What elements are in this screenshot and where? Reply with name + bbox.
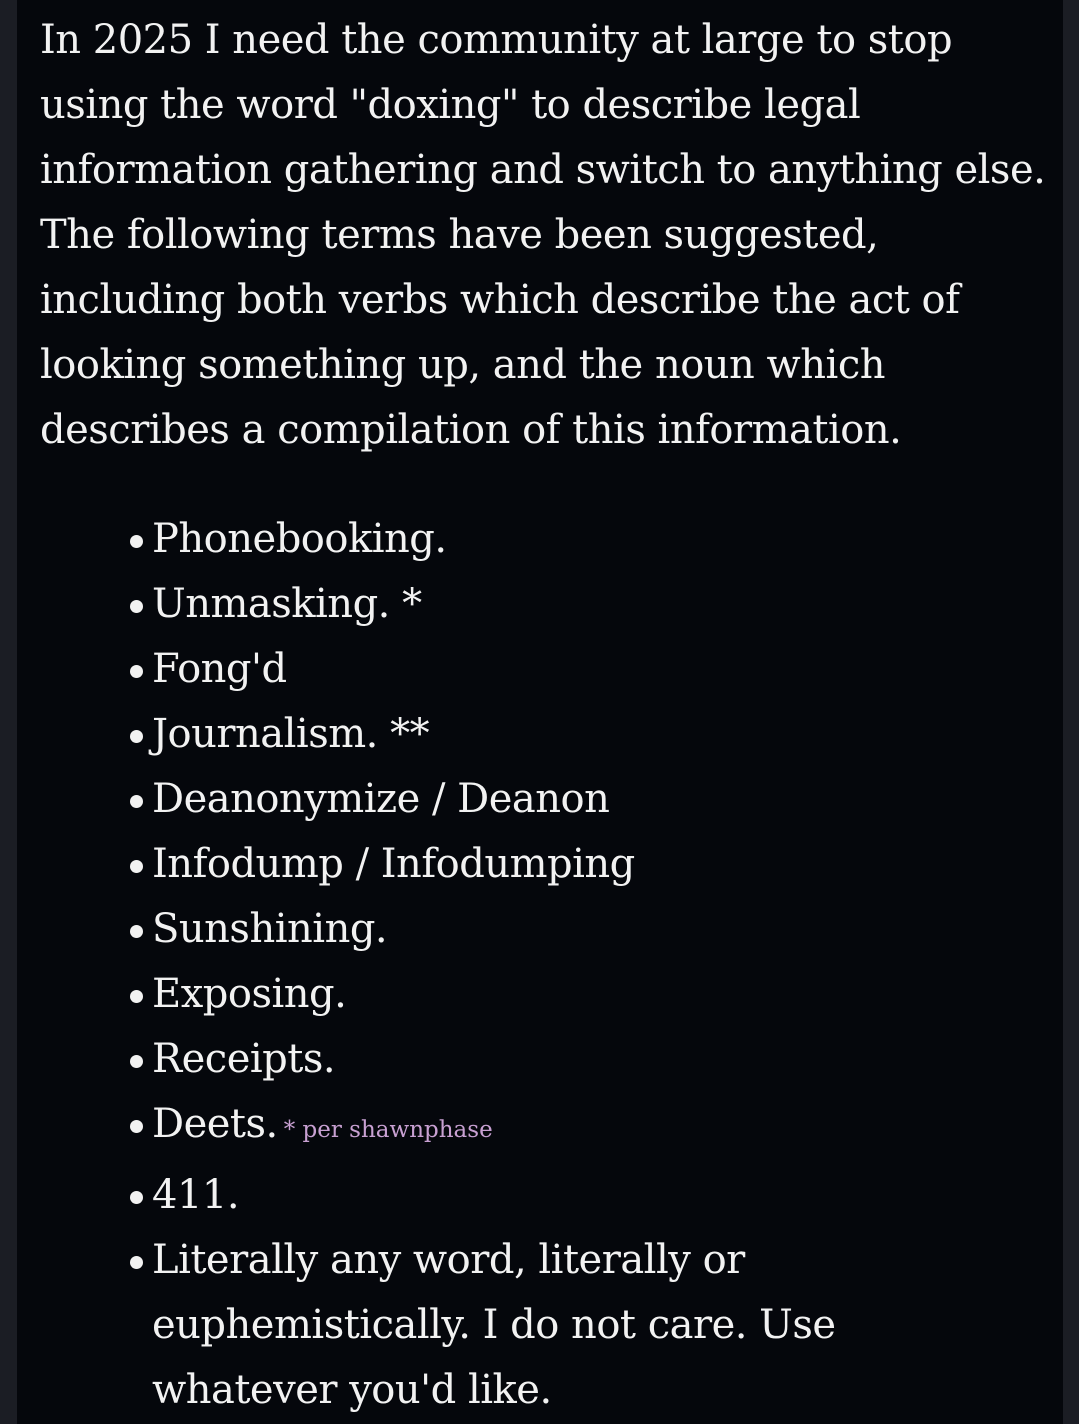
term-label: Deets.: [152, 1101, 278, 1147]
bullet-icon: [130, 1055, 143, 1068]
list-item: [152, 832, 1052, 897]
list-item: [152, 1228, 912, 1423]
term-label: Fong'd: [152, 646, 287, 692]
bullet-icon: [130, 925, 143, 938]
bullet-icon: [130, 600, 143, 613]
bullet-icon: [130, 665, 143, 678]
list-item: [152, 637, 1052, 702]
post-body: [17, 0, 1063, 1424]
list-item: [152, 962, 1052, 1027]
footnote-credit: * per shawnphase: [283, 1117, 493, 1143]
list-item: [152, 1092, 1052, 1163]
term-label: Infodump / Infodumping: [152, 841, 635, 887]
term-label: Sunshining.: [152, 906, 388, 952]
bullet-icon: [130, 1120, 143, 1133]
list-item: [152, 897, 1052, 962]
term-label: Deanonymize / Deanon: [152, 776, 610, 822]
bullet-icon: [130, 1191, 143, 1204]
term-label: Phonebooking.: [152, 516, 447, 562]
list-item: [152, 702, 1052, 767]
term-label: Exposing.: [152, 971, 347, 1017]
term-label: Literally any word, literally or euphemistically. I do not care. Use whatever you'd like.: [152, 1237, 848, 1413]
list-item: [152, 572, 1052, 637]
bullet-icon: [130, 730, 143, 743]
term-label: 411.: [152, 1172, 240, 1218]
list-item: [152, 507, 1052, 572]
post-intro-text: In 2025 I need the community at large to stop using the word "doxing" to describe legal information gathering and switch to anything else. The following terms have been suggested, including both verbs which describe the act of looking something up, and the noun which describes a compilation of this information.: [40, 17, 1046, 453]
bullet-icon: [130, 535, 143, 548]
list-item: [152, 767, 1052, 832]
list-item: [152, 1027, 1052, 1092]
suggested-terms-list: [152, 507, 1052, 1423]
list-item: [152, 1163, 1052, 1228]
term-label: Journalism. **: [152, 711, 430, 757]
bullet-icon: [130, 990, 143, 1003]
bullet-icon: [130, 1256, 143, 1269]
term-label: Receipts.: [152, 1036, 336, 1082]
term-label: Unmasking. *: [152, 581, 422, 627]
bullet-icon: [130, 860, 143, 873]
bullet-icon: [130, 795, 143, 808]
